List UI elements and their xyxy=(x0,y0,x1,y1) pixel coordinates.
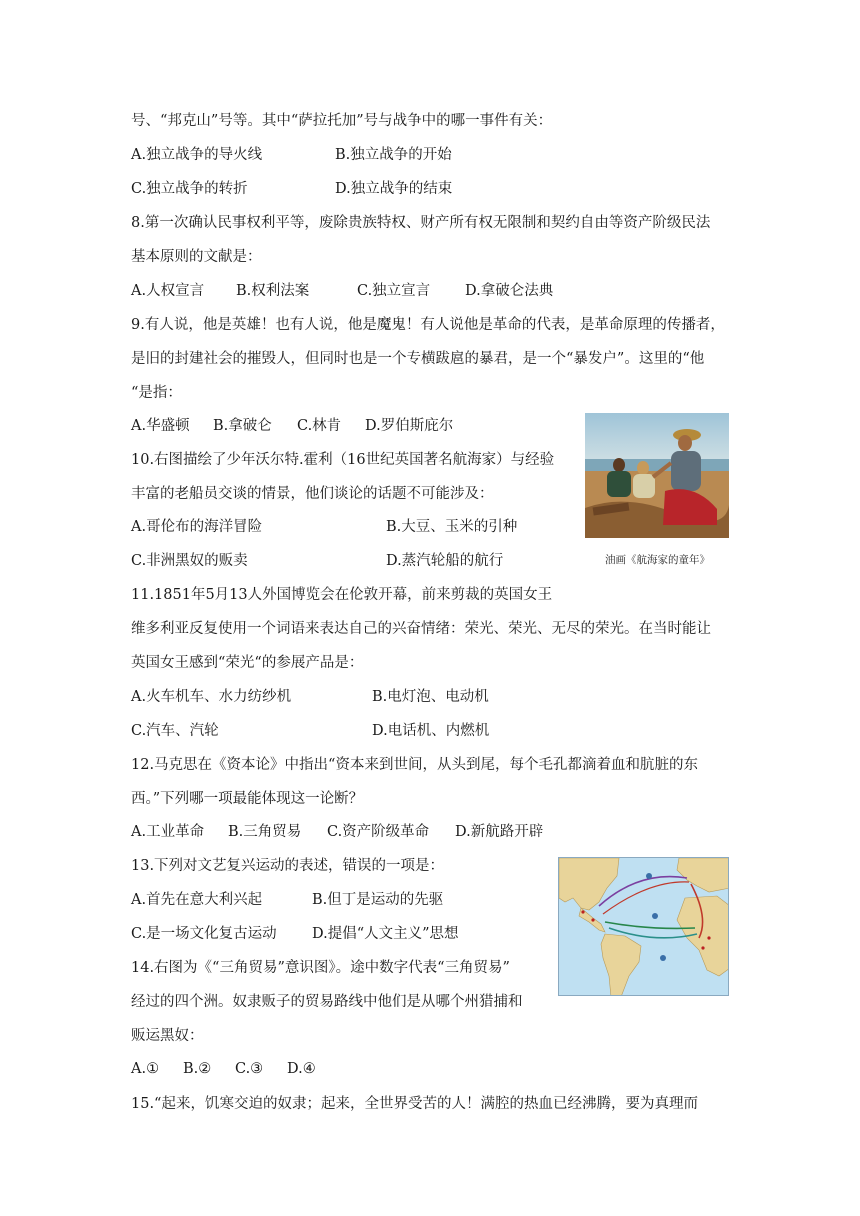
q14-stem-line-1: 14.右图为《“三角贸易”意识图》。途中数字代表“三角贸易” xyxy=(131,960,510,976)
q9-option-a: A.华盛顿 xyxy=(131,418,190,434)
q15-stem-line-1: 15.“起来，饥寒交迫的奴隶；起来，全世界受苦的人！满腔的热血已经沸腾，要为真理而 xyxy=(131,1096,698,1112)
q13-stem-line-1: 13.下列对文艺复兴运动的表述，错误的一项是： xyxy=(131,858,445,874)
q13-option-b: B.但丁是运动的先驱 xyxy=(312,892,444,908)
q9-option-c: C.林肯 xyxy=(297,418,342,434)
q10-stem-line-1: 10.右图描绘了少年沃尔特.霍利（16世纪英国著名航海家）与经验 xyxy=(131,452,555,468)
q9-option-b: B.拿破仑 xyxy=(213,418,272,434)
q9-stem-line-3: “是指： xyxy=(131,385,182,401)
q7-option-d: D.独立战争的结束 xyxy=(335,181,453,197)
q13-option-a: A.首先在意大利兴起 xyxy=(131,892,263,908)
q8-stem-line-2: 基本原则的文献是： xyxy=(131,249,262,265)
q14-option-b: B.② xyxy=(183,1061,212,1077)
q8-option-c: C.独立宣言 xyxy=(357,283,431,299)
q13-option-c: C.是一场文化复古运动 xyxy=(131,926,277,942)
painting-illustration xyxy=(585,413,729,538)
q12-option-d: D.新航路开辟 xyxy=(455,824,544,840)
painting-caption: 油画《航海家的童年》 xyxy=(605,554,710,566)
q10-stem-line-2: 丰富的老船员交谈的情景，他们谈论的话题不可能涉及： xyxy=(131,486,494,502)
q8-option-b: B.权利法案 xyxy=(236,283,310,299)
q7-option-a: A.独立战争的导火线 xyxy=(131,147,263,163)
q9-stem-line-2: 是旧的封建社会的摧毁人，但同时也是一个专横跋扈的暴君，是一个“暴发户”。这里的“他 xyxy=(131,351,705,367)
q12-option-b: B.三角贸易 xyxy=(228,824,302,840)
q8-option-d: D.拿破仑法典 xyxy=(465,283,554,299)
painting-image xyxy=(585,413,729,538)
q7-option-b: B.独立战争的开始 xyxy=(335,147,452,163)
q11-stem-line-1: 11.1851年5月13人外国博览会在伦敦开幕，前来剪裁的英国女王 xyxy=(131,587,553,603)
q8-option-a: A.人权宣言 xyxy=(131,283,205,299)
q11-option-c: C.汽车、汽轮 xyxy=(131,723,219,739)
q10-option-b: B.大豆、玉米的引种 xyxy=(386,519,518,535)
q12-option-a: A.工业革命 xyxy=(131,824,205,840)
q12-option-c: C.资产阶级革命 xyxy=(327,824,430,840)
q7-option-c: C.独立战争的转折 xyxy=(131,181,248,197)
q10-option-c: C.非洲黑奴的贩卖 xyxy=(131,553,248,569)
q11-option-d: D.电话机、内燃机 xyxy=(372,723,490,739)
q9-stem-line-1: 9.有人说，他是英雄！也有人说，他是魔鬼！有人说他是革命的代表，是革命原理的传播者， xyxy=(131,317,725,333)
map-illustration xyxy=(559,858,729,996)
q10-option-a: A.哥伦布的海洋冒险 xyxy=(131,519,263,535)
q11-option-b: B.电灯泡、电动机 xyxy=(372,689,489,705)
q8-stem-line-1: 8.第一次确认民事权利平等，废除贵族特权、财产所有权无限制和契约自由等资产阶级民法 xyxy=(131,215,711,231)
q14-option-d: D.④ xyxy=(287,1061,316,1077)
q14-option-c: C.③ xyxy=(235,1061,264,1077)
q14-option-a: A.① xyxy=(131,1061,160,1077)
q11-stem-line-3: 英国女王感到“荣光“的参展产品是： xyxy=(131,655,364,671)
q13-option-d: D.提倡“人文主义”思想 xyxy=(312,926,459,942)
q11-stem-line-2: 维多利亚反复使用一个词语来表达自己的兴奋情绪：荣光、荣光、无尽的荣光。在当时能让 xyxy=(131,621,711,637)
q12-stem-line-1: 12.马克思在《资本论》中指出“资本来到世间，从头到尾，每个毛孔都滴着血和肮脏的东 xyxy=(131,757,698,773)
q9-option-d: D.罗伯斯庇尔 xyxy=(365,418,454,434)
q14-stem-line-3: 贩运黑奴： xyxy=(131,1028,204,1044)
q14-stem-line-2: 经过的四个洲。奴隶贩子的贸易路线中他们是从哪个州猎捕和 xyxy=(131,994,523,1010)
q10-option-d: D.蒸汽轮船的航行 xyxy=(386,553,504,569)
q7-continuation: 号、“邦克山”号等。其中“萨拉托加”号与战争中的哪一事件有关： xyxy=(131,113,553,129)
q11-option-a: A.火车机车、水力纺纱机 xyxy=(131,689,292,705)
triangle-trade-map xyxy=(558,857,729,996)
q12-stem-line-2: 西。”下列哪一项最能体现这一论断？ xyxy=(131,791,364,807)
